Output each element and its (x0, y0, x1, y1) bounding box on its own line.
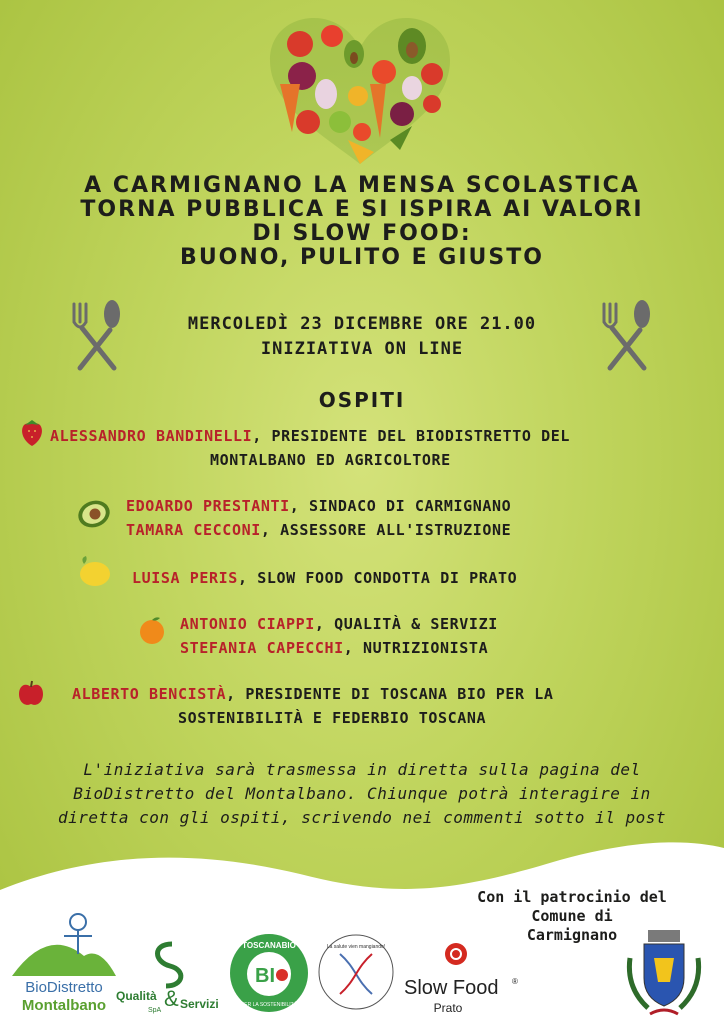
guest-name: STEFANIA CAPECCHI (180, 639, 344, 657)
biodistretto-logo-text-2: Montalbano (21, 997, 107, 1014)
headline-line: DI SLOW FOOD: (252, 221, 472, 246)
guest-role: , NUTRIZIONISTA (343, 639, 489, 657)
carmignano-coat-of-arms-logo (624, 928, 704, 1018)
headline-line: A CARMIGNANO LA MENSA SCOLASTICA (84, 173, 640, 198)
guest-line (180, 636, 488, 660)
avocado-icon (76, 498, 112, 530)
patronage-line: Carmignano (526, 926, 618, 944)
guest-line (50, 424, 570, 448)
salute-vien-mangiando-logo (316, 932, 396, 1012)
guest-name: ALESSANDRO BANDINELLI (50, 427, 253, 445)
apple-icon (16, 678, 46, 708)
strawberry-icon (16, 416, 48, 448)
guests-heading: OSPITI (318, 388, 406, 412)
headline-line: TORNA PUBBLICA E SI ISPIRA AI VALORI (80, 197, 644, 222)
guest-line (126, 494, 511, 518)
headline-line: BUONO, PULITO E GIUSTO (180, 245, 544, 270)
guest-name: TAMARA CECCONI (126, 521, 261, 539)
slow-food-prato-logo (400, 940, 524, 1016)
guest-name: EDOARDO PRESTANTI (126, 497, 290, 515)
toscanabio-logo-text: TOSCANABIO (242, 941, 296, 950)
toscanabio-logo (228, 932, 310, 1014)
lemon-icon (76, 554, 112, 588)
broadcast-note (20, 758, 704, 830)
guest-role: , PRESIDENTE DEL BIODISTRETTO DEL (252, 427, 571, 445)
salute-logo-text: La salute vien mangiando! (326, 944, 386, 950)
guest-line (180, 612, 498, 636)
slow-food-registered: ® (512, 977, 518, 986)
qualita-logo-text: Qualità (116, 989, 157, 1003)
guest-line (132, 566, 517, 590)
guest-role: , PRESIDENTE DI TOSCANA BIO PER LA (226, 685, 554, 703)
guest-line (126, 518, 511, 542)
guest-name: ALBERTO BENCISTÀ (72, 685, 227, 703)
guest-role: , QUALITÀ & SERVIZI (314, 615, 498, 633)
patronage-line: Con il patrocinio del (477, 888, 667, 906)
guest-name: ANTONIO CIAPPI (180, 615, 315, 633)
event-mode: INIZIATIVA ON LINE (260, 339, 464, 359)
servizi-logo-text: Servizi (180, 997, 219, 1011)
guest-role-continued: MONTALBANO ED AGRICOLTORE (210, 451, 451, 469)
note-line: BioDistretto del Montalbano. Chiunque potrà interagire in (73, 784, 651, 803)
vegetable-heart-illustration (262, 14, 458, 170)
note-line: diretta con gli ospiti, scrivendo nei commenti sotto il post (58, 808, 666, 827)
toscanabio-logo-subtext: PER LA SOSTENIBILITÀ (240, 1002, 298, 1008)
slow-food-prato-text: Prato (433, 1001, 463, 1015)
orange-icon (136, 614, 168, 646)
qualita-servizi-logo (112, 940, 228, 1016)
patronage-line: Comune di (531, 907, 613, 925)
biodistretto-logo (8, 906, 120, 1016)
guest-role: , SLOW FOOD CONDOTTA DI PRATO (237, 569, 518, 587)
guest-role: , ASSESSORE ALL'ISTRUZIONE (260, 521, 512, 539)
spa-logo-text: SpA (148, 1007, 162, 1014)
event-info (0, 312, 724, 362)
guest-role-continued: SOSTENIBILITÀ E FEDERBIO TOSCANA (178, 709, 487, 727)
event-date: MERCOLEDÌ 23 DICEMBRE ORE 21.00 (187, 314, 537, 334)
headline (0, 174, 724, 270)
qualita-logo-ampersand: & (164, 986, 179, 1011)
note-line: L'iniziativa sarà trasmessa in diretta sulla pagina del (83, 760, 641, 779)
guest-line (72, 682, 554, 706)
toscanabio-logo-bi: BI (255, 965, 275, 987)
guest-role: , SINDACO DI CARMIGNANO (289, 497, 512, 515)
biodistretto-logo-text-1: BioDistretto (25, 979, 103, 996)
slow-food-logo-text: Slow Food (404, 977, 499, 999)
guest-name: LUISA PERIS (132, 569, 238, 587)
